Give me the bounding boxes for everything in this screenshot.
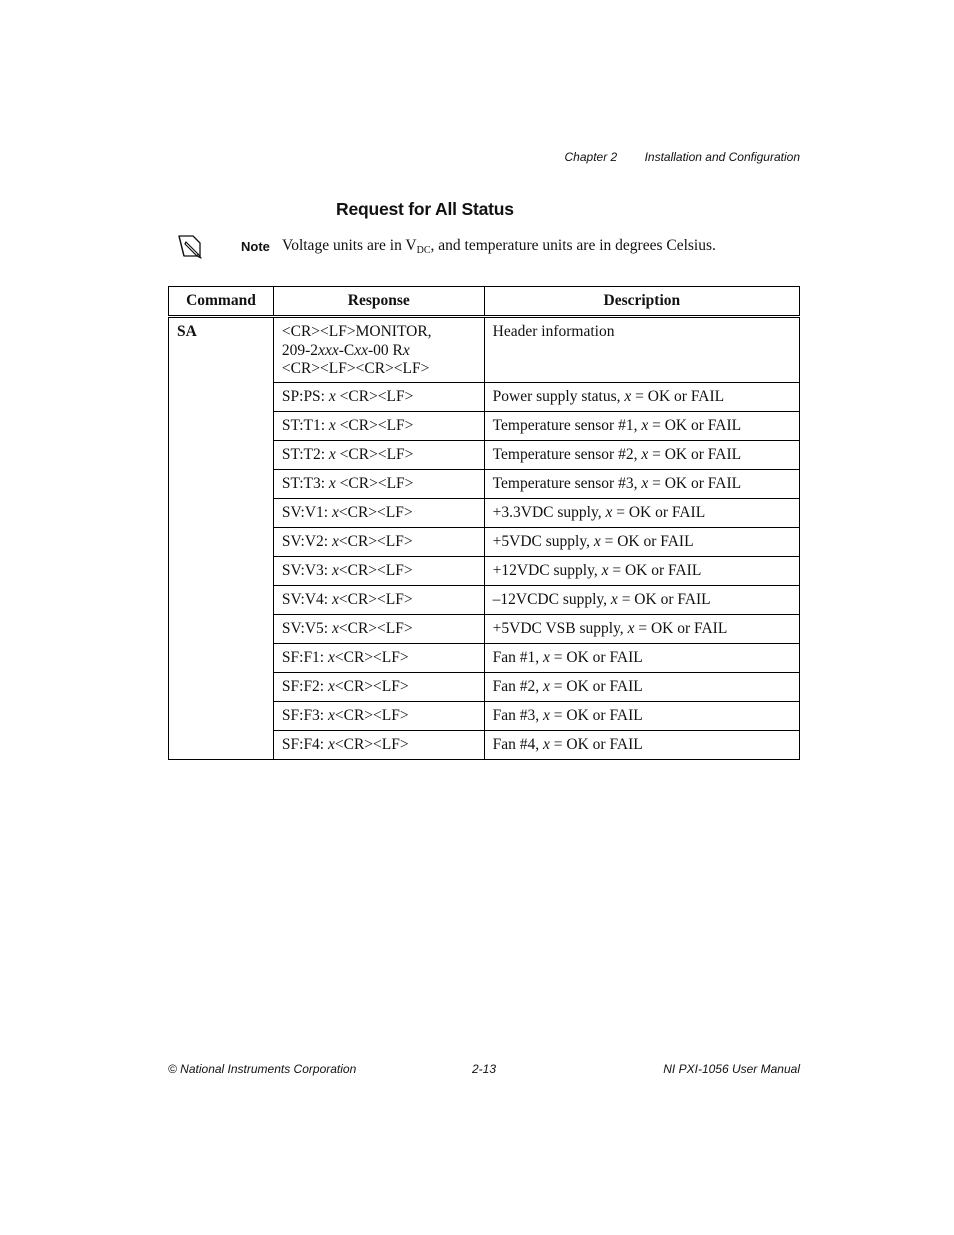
variable-text: x (328, 707, 335, 724)
description-cell (484, 441, 799, 470)
variable-text: x (593, 533, 601, 550)
response-cell (273, 731, 484, 760)
variable-text: xxx (318, 341, 339, 359)
variable-text: x (328, 417, 336, 434)
response-cell (273, 499, 484, 528)
cell-text: SP:PS: (281, 388, 329, 405)
variable-text: x (328, 388, 336, 405)
footer-page-number: 2-13 (472, 1062, 497, 1076)
response-cell (273, 644, 484, 673)
variable-text: x (601, 562, 609, 579)
cell-text: <CR><LF> (334, 649, 409, 666)
cell-text: = OK or FAIL (631, 388, 725, 405)
cell-text: +5VDC supply, (492, 533, 594, 550)
cell-text: Fan #2, (492, 678, 544, 695)
cell-text: +5VDC VSB supply, (492, 620, 628, 637)
cell-text: = OK or FAIL (549, 707, 643, 724)
cell-text: <CR><LF><CR><LF> (281, 360, 430, 377)
variable-text: x (332, 504, 339, 521)
footer-manual-title: NI PXI-1056 User Manual (663, 1062, 800, 1076)
cell-text: <CR><LF> (334, 736, 409, 753)
cell-text: <CR><LF> (335, 475, 414, 492)
cell-text: = OK or FAIL (648, 417, 742, 434)
response-cell (273, 586, 484, 615)
description-cell (484, 499, 799, 528)
variable-text: x (332, 562, 339, 579)
cell-text: <CR><LF> (335, 446, 414, 463)
response-cell (273, 441, 484, 470)
cell-text: <CR><LF>MONITOR, (281, 323, 432, 340)
cell-text: SF:F4: (281, 736, 328, 753)
description-cell (484, 586, 799, 615)
chapter-label: Chapter 2 (564, 150, 618, 164)
description-cell (484, 470, 799, 499)
cell-text: <CR><LF> (334, 707, 409, 724)
variable-text: x (328, 678, 335, 695)
cell-text: SV:V2: (281, 533, 332, 550)
cell-text: -C (338, 341, 355, 359)
cell-text: <CR><LF> (335, 417, 414, 434)
description-cell (484, 673, 799, 702)
cell-text: Fan #3, (492, 707, 544, 724)
cell-text: = OK or FAIL (608, 562, 702, 579)
note-label: Note (241, 239, 270, 254)
cell-text: SV:V3: (281, 562, 332, 579)
variable-text: x (328, 475, 336, 492)
cell-text: -00 R (367, 341, 403, 359)
cell-text: = OK or FAIL (634, 620, 728, 637)
response-cell (273, 615, 484, 644)
cell-text: = OK or FAIL (549, 649, 643, 666)
cell-text: <CR><LF> (338, 591, 413, 608)
variable-text: x (332, 591, 339, 608)
cell-text: Fan #1, (492, 649, 544, 666)
variable-text: x (332, 620, 339, 637)
variable-text: x (543, 649, 550, 666)
note-text-subscript: DC (416, 245, 431, 256)
cell-text: SV:V5: (281, 620, 332, 637)
cell-text: = OK or FAIL (612, 504, 706, 521)
description-cell (484, 557, 799, 586)
variable-text: x (641, 446, 649, 463)
variable-text: x (402, 341, 410, 359)
note-text (282, 237, 716, 256)
variable-text: x (332, 533, 339, 550)
note-text-suffix: , and temperature units are in degrees Celsius. (430, 237, 716, 254)
column-header-command: Command (169, 287, 274, 317)
cell-text: Temperature sensor #2, (492, 446, 642, 463)
description-cell (484, 528, 799, 557)
note-pencil-icon (176, 233, 204, 259)
description-cell (484, 383, 799, 412)
table-body (169, 317, 800, 760)
cell-text: <CR><LF> (338, 562, 413, 579)
cell-text: = OK or FAIL (549, 736, 643, 753)
table-header-row (169, 287, 800, 317)
table-row (169, 317, 800, 383)
cell-text: ST:T2: (281, 446, 329, 463)
cell-text: = OK or FAIL (549, 678, 643, 695)
cell-text: = OK or FAIL (648, 475, 742, 492)
cell-text: 209-2 (281, 341, 319, 359)
description-cell (484, 702, 799, 731)
description-cell (484, 615, 799, 644)
cell-text: +3.3VDC supply, (492, 504, 606, 521)
cell-text: ST:T3: (281, 475, 329, 492)
cell-text: SV:V1: (281, 504, 332, 521)
response-cell (273, 470, 484, 499)
cell-text: SF:F2: (281, 678, 328, 695)
variable-text: x (543, 736, 550, 753)
cell-text: <CR><LF> (338, 620, 413, 637)
variable-text: xx (354, 341, 368, 359)
variable-text: x (605, 504, 613, 521)
response-cell (273, 412, 484, 441)
variable-text: x (543, 678, 550, 695)
running-header (565, 150, 800, 164)
response-cell (273, 702, 484, 731)
variable-text: x (641, 417, 649, 434)
response-cell (273, 673, 484, 702)
variable-text: x (610, 591, 618, 608)
description-cell (484, 644, 799, 673)
footer-copyright: © National Instruments Corporation (168, 1062, 357, 1076)
cell-text: Temperature sensor #3, (492, 475, 642, 492)
cell-text: = OK or FAIL (617, 591, 711, 608)
description-cell (484, 412, 799, 441)
column-header-description: Description (484, 287, 799, 317)
cell-text: <CR><LF> (338, 504, 413, 521)
variable-text: x (328, 446, 336, 463)
cell-text: SF:F1: (281, 649, 328, 666)
response-cell (273, 383, 484, 412)
description-cell (484, 731, 799, 760)
note-text-prefix: Voltage units are in V (282, 237, 417, 254)
cell-text: Power supply status, (492, 388, 625, 405)
response-cell (273, 317, 484, 383)
response-cell (273, 528, 484, 557)
variable-text: x (543, 707, 550, 724)
variable-text: x (627, 620, 635, 637)
cell-text: +12VDC supply, (492, 562, 602, 579)
variable-text: x (328, 649, 335, 666)
response-cell (273, 557, 484, 586)
cell-text: <CR><LF> (338, 533, 413, 550)
variable-text: x (641, 475, 649, 492)
cell-text: Header information (492, 323, 615, 340)
variable-text: x (624, 388, 632, 405)
cell-text: SF:F3: (281, 707, 328, 724)
cell-text: = OK or FAIL (648, 446, 742, 463)
cell-text: <CR><LF> (335, 388, 414, 405)
cell-text: Fan #4, (492, 736, 544, 753)
cell-text: Temperature sensor #1, (492, 417, 642, 434)
status-table (168, 286, 800, 760)
cell-text: –12VCDC supply, (492, 591, 611, 608)
description-cell (484, 317, 799, 383)
cell-text: ST:T1: (281, 417, 329, 434)
section-title: Request for All Status (336, 199, 514, 219)
command-cell: SA (169, 317, 274, 760)
cell-text: <CR><LF> (334, 678, 409, 695)
cell-text: SV:V4: (281, 591, 332, 608)
section-label: Installation and Configuration (644, 150, 800, 164)
variable-text: x (328, 736, 335, 753)
cell-text: = OK or FAIL (600, 533, 694, 550)
column-header-response: Response (273, 287, 484, 317)
